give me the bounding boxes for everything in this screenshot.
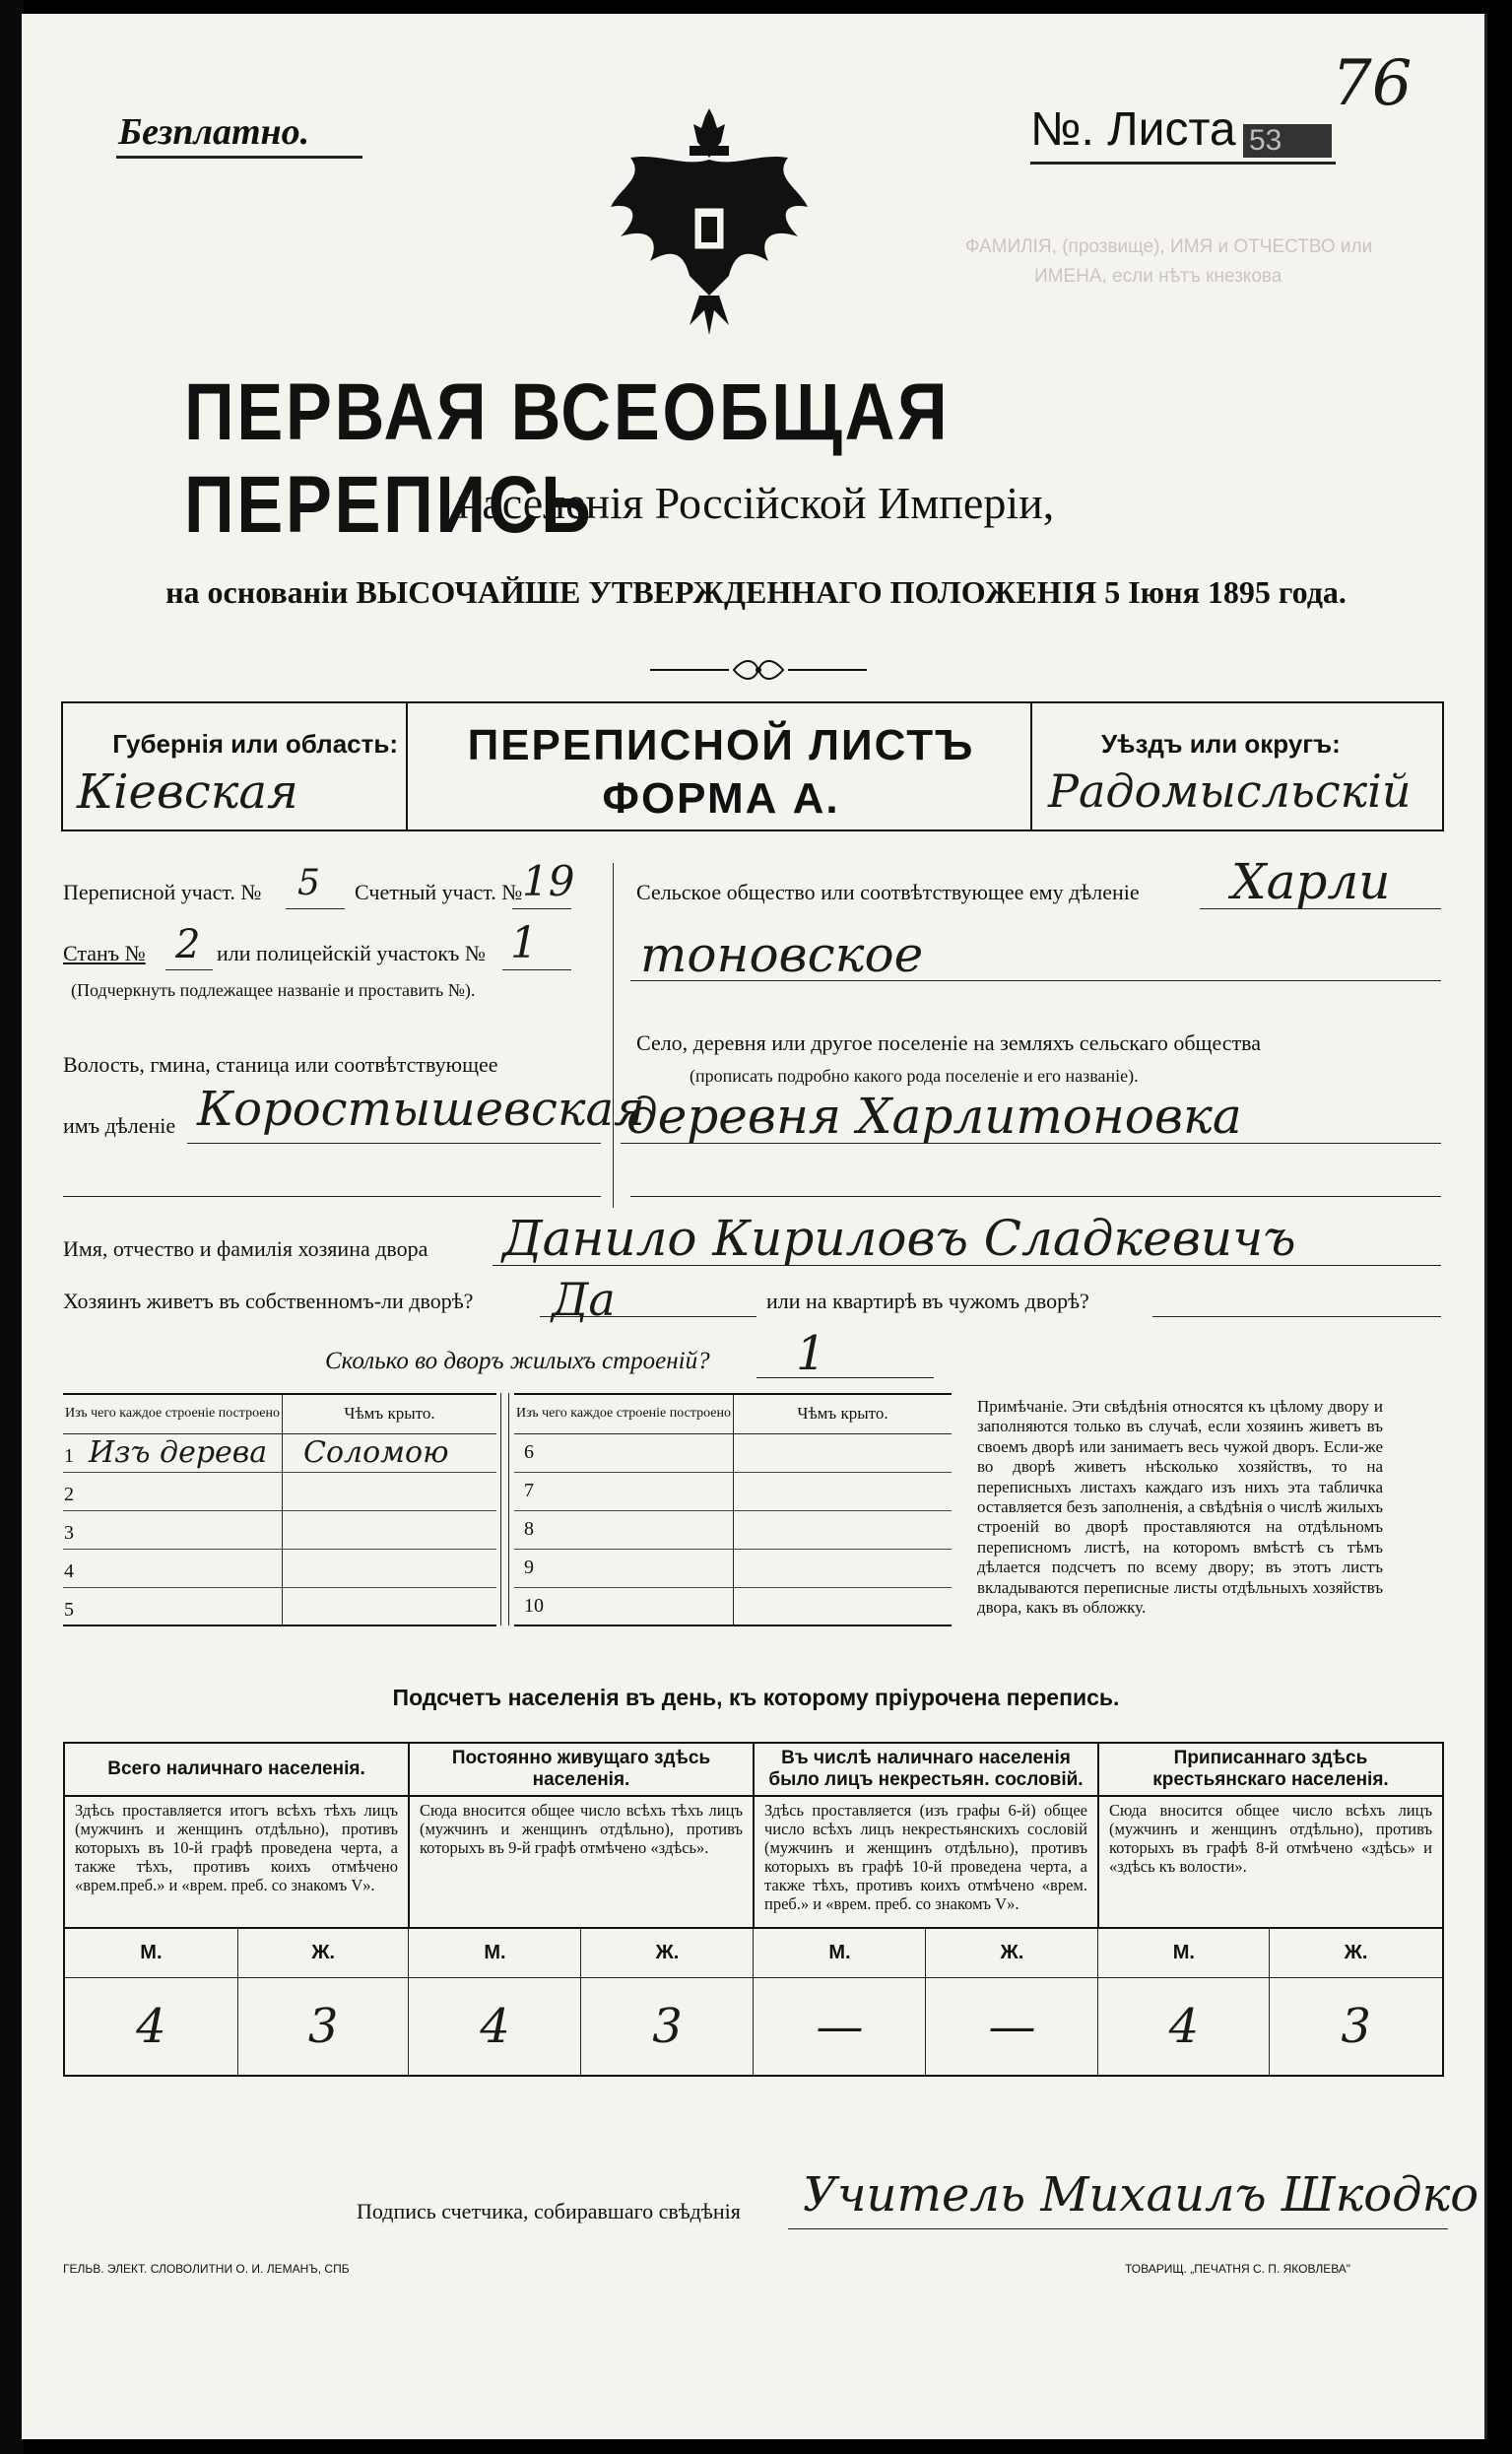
population-column-title: Приписаннаго здѣсь крестьянскаго населенія. <box>1098 1743 1443 1796</box>
building-row <box>63 1587 496 1625</box>
stan-label: Станъ № <box>63 941 146 965</box>
basis-text: на основаніи ВЫСОЧАЙШЕ УТВЕРЖДЕННАГО ПОЛОЖЕНІЯ 5 Іюня 1895 года. <box>165 574 1347 610</box>
society-value-2[interactable]: тоновское <box>640 926 924 983</box>
male-header: М. <box>64 1928 237 1977</box>
sheet-no-value: 53 <box>1243 124 1332 158</box>
row-number: 3 <box>64 1522 74 1544</box>
society-label: Сельское общество или соотвѣтствующее ему дѣленіе <box>636 880 1140 904</box>
row-number: 9 <box>524 1557 534 1578</box>
building-roof[interactable] <box>734 1549 953 1587</box>
row-number: 8 <box>524 1518 534 1540</box>
male-count[interactable]: 4 <box>64 1977 237 2076</box>
form-sub: ФОРМА А. <box>602 774 840 823</box>
building-row <box>514 1510 952 1549</box>
owner-value[interactable]: Данило Кириловъ Сладкевичъ <box>502 1210 1296 1267</box>
building-roof[interactable] <box>734 1433 953 1472</box>
female-header: Ж. <box>581 1928 754 1977</box>
volost-label-1: Волость, гмина, станица или соотвѣтствующее <box>63 1052 498 1077</box>
form-title-box <box>406 701 1032 831</box>
buildings-table-right <box>514 1393 952 1626</box>
count-section-label: Счетный участ. № <box>355 880 523 904</box>
female-header: Ж. <box>237 1928 409 1977</box>
col-roof-header: Чѣмъ крыто. <box>283 1394 497 1433</box>
female-header: Ж. <box>1270 1928 1443 1977</box>
building-roof[interactable]: Соломою <box>303 1435 449 1470</box>
row-number: 2 <box>64 1484 74 1505</box>
police-label: или полицейскій участокъ № <box>217 941 486 965</box>
province-value[interactable]: Кіевская <box>77 764 298 820</box>
district-value[interactable]: Радомысльскій <box>1048 764 1412 818</box>
title-main: ПЕРВАЯ ВСЕОБЩАЯ ПЕРЕПИСЬ <box>184 367 951 550</box>
free-label: Безплатно. <box>118 111 310 153</box>
building-roof[interactable] <box>734 1510 953 1549</box>
population-column-desc: Сюда вносится общее число всѣхъ тѣхъ лицъ (мужчинъ и женщинъ отдѣльно), противъ которыхъ въ 9-й графѣ отмѣчено «здѣсь». <box>409 1796 754 1928</box>
female-count[interactable]: 3 <box>581 1977 754 2076</box>
province-label: Губернія или область: <box>112 729 398 759</box>
population-column-title: Всего наличнаго населенія. <box>64 1743 409 1796</box>
population-column-desc: Сюда вносится общее число всѣхъ лицъ (мужчинъ и женщинъ отдѣльно), противъ которыхъ въ графѣ 8-й отмѣчено «здѣсь» и «здѣсь къ волости». <box>1098 1796 1443 1928</box>
population-column-desc: Здѣсь проставляется итогъ всѣхъ тѣхъ лицъ (мужчинъ и женщинъ отдѣльно), противъ которыхъ въ 10-й графѣ проведена черта, а также тѣхъ, противъ коихъ отмѣчено «врем.преб.» и «врем. преб. со знакомъ V». <box>64 1796 409 1928</box>
female-count[interactable]: 3 <box>1270 1977 1443 2076</box>
village-label: Село, деревня или другое поселеніе на земляхъ сельскаго общества <box>636 1030 1262 1055</box>
scan-dark-edge <box>0 0 24 2454</box>
male-header: М. <box>1098 1928 1270 1977</box>
col-material-header: Изъ чего каждое строеніе построено <box>63 1394 283 1433</box>
volost-label-2: имъ дѣленіе <box>63 1113 176 1138</box>
owner-label: Имя, отчество и фамилія хозяина двора <box>63 1236 428 1261</box>
society-value-1[interactable]: Харли <box>1231 853 1391 910</box>
male-count[interactable]: — <box>754 1977 926 2076</box>
buildings-label: Сколько во дворъ жилыхъ строеній? <box>325 1348 710 1374</box>
ornament-divider <box>640 658 877 682</box>
row-number: 1 <box>64 1445 74 1467</box>
row-number: 4 <box>64 1560 74 1582</box>
census-section-value[interactable]: 5 <box>297 863 320 903</box>
imperial-eagle-emblem <box>591 99 827 345</box>
district-box <box>1032 701 1444 831</box>
handwritten-sheet-number: 76 <box>1332 47 1413 120</box>
female-header: Ж. <box>926 1928 1098 1977</box>
own-yard-value[interactable]: Да <box>552 1273 616 1326</box>
population-column-title: Постоянно живущаго здѣсь населенія. <box>409 1743 754 1796</box>
building-row <box>63 1549 496 1587</box>
female-count[interactable]: — <box>926 1977 1098 2076</box>
printer-left: ГЕЛЬВ. ЭЛЕКТ. СЛОВОЛИТНИ О. И. ЛЕМАНЪ, СПБ <box>63 2262 350 2276</box>
signature-label: Подпись счетчика, собиравшаго свѣдѣнія <box>357 2199 741 2223</box>
rented-label: или на квартирѣ въ чужомъ дворѣ? <box>766 1289 1089 1313</box>
police-value[interactable]: 1 <box>510 918 538 968</box>
female-count[interactable]: 3 <box>237 1977 409 2076</box>
signature-value[interactable]: Учитель Михаилъ Шкодко <box>803 2167 1479 2222</box>
printer-right: ТОВАРИЩ. „ПЕЧАТНЯ С. П. ЯКОВЛЕВА" <box>1125 2262 1351 2276</box>
col-roof-header-right: Чѣмъ крыто. <box>734 1394 953 1433</box>
building-row <box>514 1472 952 1510</box>
building-material[interactable]: Изъ дерева <box>89 1435 268 1470</box>
male-header: М. <box>409 1928 581 1977</box>
male-count[interactable]: 4 <box>1098 1977 1270 2076</box>
row-number: 6 <box>524 1441 534 1463</box>
form-title: ПЕРЕПИСНОЙ ЛИСТЪ <box>467 721 975 769</box>
count-section-value[interactable]: 19 <box>522 857 575 905</box>
village-note: (прописать подробно какого рода поселеніе и его названіе). <box>690 1066 1139 1086</box>
buildings-table-left <box>63 1393 496 1626</box>
population-table <box>63 1742 1444 2077</box>
building-row <box>514 1433 952 1472</box>
village-value[interactable]: деревня Харлитоновка <box>626 1088 1242 1145</box>
title-sub: населенія Россійской Имперіи, <box>457 478 1055 528</box>
male-header: М. <box>754 1928 926 1977</box>
census-section-label: Переписной участ. № <box>63 880 262 904</box>
population-heading: Подсчетъ населенія въ день, къ которому пріурочена перепись. <box>392 1685 1120 1710</box>
row-number: 7 <box>524 1480 534 1501</box>
volost-value[interactable]: Коростышевская <box>197 1082 645 1137</box>
district-label: Уѣздъ или округъ: <box>1101 729 1341 759</box>
buildings-value[interactable]: 1 <box>796 1326 826 1381</box>
population-column-desc: Здѣсь проставляется (изъ графы 6-й) общее число всѣхъ лицъ некрестьянскихъ сословій (мужчинъ и женщинъ отдѣльно), противъ которыхъ въ графѣ 10-й проведена черта, а также тѣхъ, противъ коихъ отмѣчено «врем. преб.» и «врем. преб. со знакомъ V». <box>754 1796 1098 1928</box>
own-yard-label: Хозяинъ живетъ въ собственномъ-ли дворѣ? <box>63 1289 474 1313</box>
bleed-through: ИМЕНА, если нѣтъ кнезкова <box>1034 266 1282 287</box>
building-row <box>63 1510 496 1549</box>
col-material-header-right: Изъ чего каждое строеніе построено <box>514 1394 734 1433</box>
building-roof[interactable] <box>734 1472 953 1510</box>
building-row <box>63 1472 496 1510</box>
building-roof[interactable] <box>734 1587 953 1625</box>
population-column-title: Въ числѣ наличнаго населенія было лицъ некрестьян. сословій. <box>754 1743 1098 1796</box>
building-row <box>514 1587 952 1625</box>
building-row <box>63 1433 496 1472</box>
male-count[interactable]: 4 <box>409 1977 581 2076</box>
row-number: 5 <box>64 1598 74 1621</box>
stan-value[interactable]: 2 <box>175 922 201 967</box>
row-number: 10 <box>524 1594 544 1617</box>
underline-note: (Подчеркнуть подлежащее названіе и проставить №). <box>71 980 476 1000</box>
province-box <box>61 701 406 831</box>
sheet-no-label: №. Листа <box>1030 103 1236 156</box>
buildings-note: Примѣчаніе. Эти свѣдѣнія относятся къ цѣлому двору и заполняются только въ случаѣ, если хозяинъ живетъ въ своемъ дворѣ или занимаетъ весь чужой дворъ. Если-же во дворѣ живетъ нѣсколько хозяйствъ, то на переписныхъ листахъ каждаго изъ нихъ эта табличка оставляется безъ заполненія, а свѣдѣнія о числѣ жилыхъ строеній во дворѣ проставляются на отдѣльномъ переписномъ листѣ, на которомъ вмѣстѣ съ тѣмъ дѣлается подсчетъ по всему двору; въ этотъ листъ вкладываются переписные листы отдѣльныхъ хозяйствъ двора, какъ въ обложку. <box>977 1397 1383 1618</box>
bleed-through: ФАМИЛІЯ, (прозвище), ИМЯ и ОТЧЕСТВО или <box>965 236 1373 257</box>
building-row <box>514 1549 952 1587</box>
